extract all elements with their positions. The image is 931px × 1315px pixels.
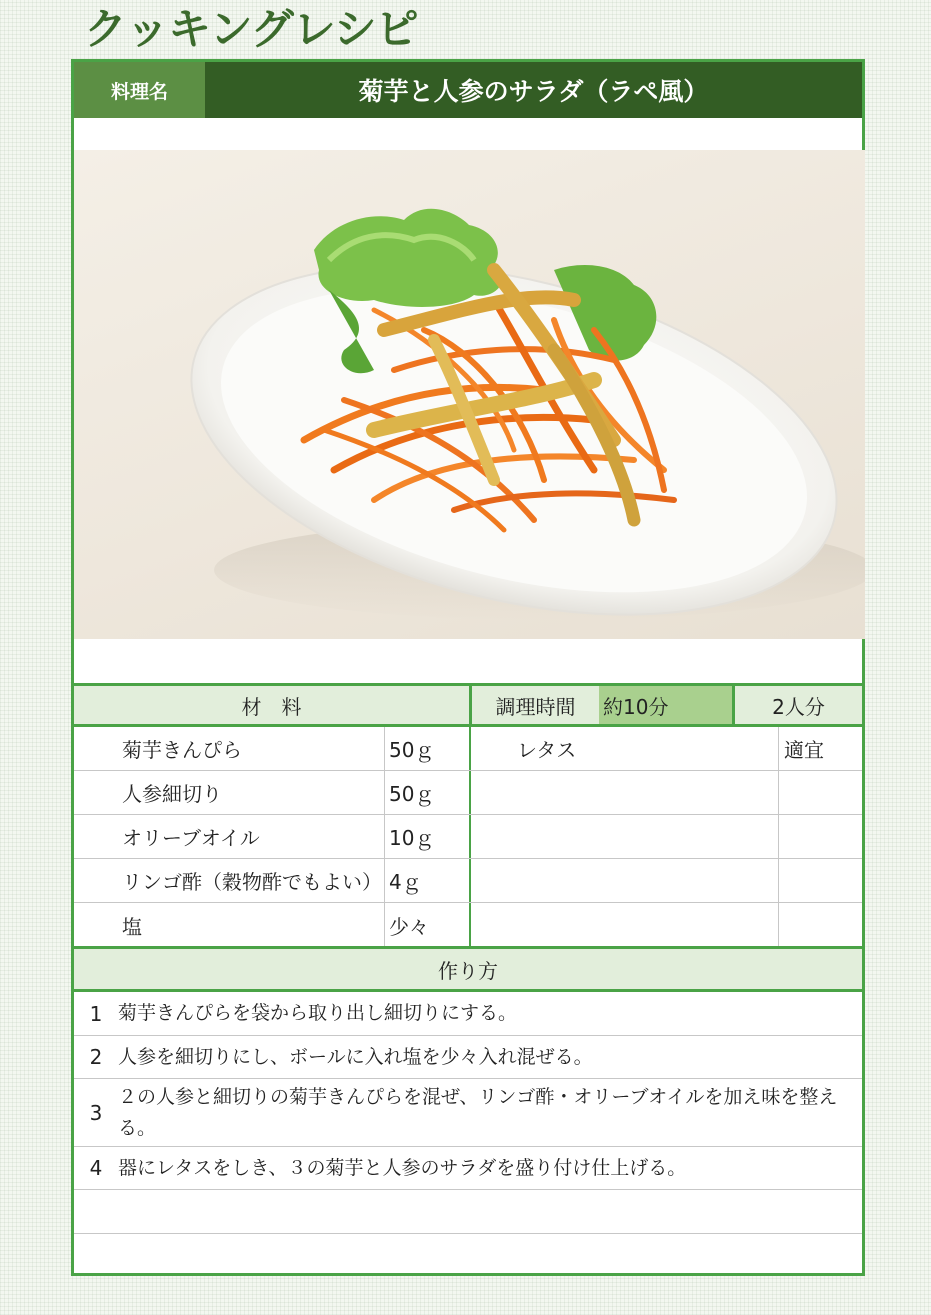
ingredients-table (74, 727, 862, 947)
cook-time-label: 調理時間 (469, 686, 599, 724)
step-row (74, 1147, 862, 1190)
ingredient-amount-2 (778, 815, 862, 858)
ingredient-amount: 少々 (384, 903, 469, 947)
page-title: クッキングレシピ (84, 5, 418, 55)
method-label: 作り方 (74, 949, 862, 989)
step-text: 菊芋きんぴらを袋から取り出し細切りにする。 (118, 1002, 518, 1024)
ingredient-name-2 (469, 859, 778, 902)
ingredient-name: リンゴ酢（穀物酢でもよい） (122, 870, 382, 894)
ingredient-amount: 50ｇ (384, 727, 469, 770)
step-text (118, 1234, 862, 1276)
ingredient-name-2 (469, 771, 778, 814)
recipe-sheet (71, 59, 865, 1276)
ingredient-row (74, 771, 862, 815)
ingredients-header (74, 683, 862, 727)
ingredient-name: 菊芋きんぴら (122, 738, 242, 762)
dish-name: 菊芋と人参のサラダ（ラペ風） (205, 62, 862, 118)
step-row (74, 1190, 862, 1234)
ingredient-amount-2: 適宜 (778, 727, 862, 770)
ingredient-row (74, 815, 862, 859)
dish-label: 料理名 (74, 62, 205, 118)
step-number (74, 1234, 118, 1276)
ingredient-name-2: レタス (469, 727, 778, 770)
ingredients-label: 材 料 (74, 686, 469, 724)
step-text (118, 1190, 862, 1233)
ingredient-name-2 (469, 815, 778, 858)
ingredient-name-2 (469, 903, 778, 947)
step-number: 3 (89, 1100, 103, 1125)
ingredient-amount-2 (778, 903, 862, 947)
servings: 2人分 (732, 686, 862, 724)
step-row (74, 1234, 862, 1276)
step-text: 器にレタスをしき、３の菊芋と人参のサラダを盛り付け仕上げる。 (118, 1156, 687, 1179)
step-number: 4 (89, 1156, 103, 1180)
ingredient-name: オリーブオイル (122, 826, 260, 850)
ingredient-row (74, 859, 862, 903)
salad-photo (74, 150, 865, 639)
method-header (74, 946, 862, 992)
step-text: ２の人参と細切りの菊芋きんぴらを混ぜ、リンゴ酢・オリーブオイルを加え味を整える。 (118, 1085, 838, 1139)
method-steps (74, 992, 862, 1276)
dish-name-row (74, 62, 862, 118)
cook-time-value: 約10分 (599, 686, 732, 724)
ingredient-amount-2 (778, 771, 862, 814)
ingredient-name: 人参細切り (122, 782, 222, 806)
ingredient-row (74, 903, 862, 947)
ingredient-row (74, 727, 862, 771)
ingredient-amount: 50ｇ (384, 771, 469, 814)
ingredient-amount: 10ｇ (384, 815, 469, 858)
step-row (74, 992, 862, 1036)
step-number: 1 (89, 1001, 103, 1026)
salad-photo-icon (74, 150, 865, 639)
step-row (74, 1036, 862, 1079)
ingredient-amount-2 (778, 859, 862, 902)
ingredient-amount: 4ｇ (384, 859, 469, 902)
step-number: 2 (89, 1045, 103, 1069)
ingredient-name: 塩 (122, 914, 142, 939)
step-number (74, 1190, 118, 1233)
step-row (74, 1079, 862, 1147)
step-text: 人参を細切りにし、ボールに入れ塩を少々入れ混ぜる。 (118, 1045, 593, 1068)
